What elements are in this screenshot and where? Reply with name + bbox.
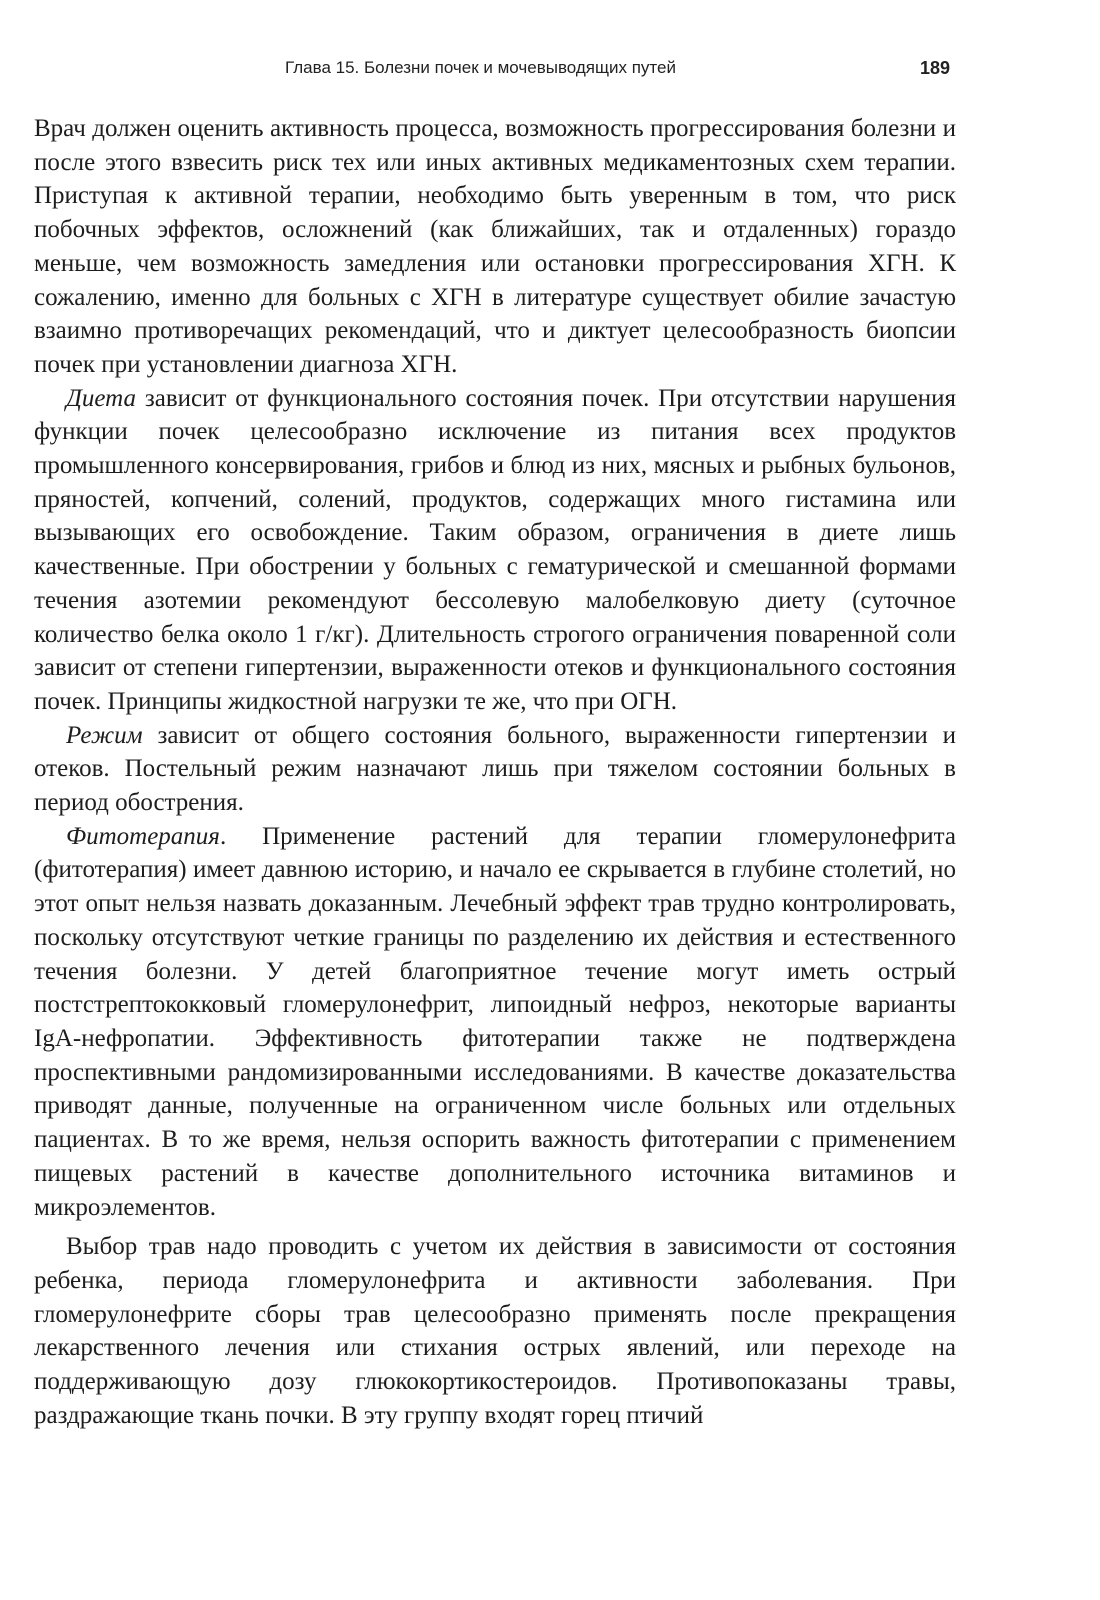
paragraph-lead-term: Диета (66, 384, 137, 412)
paragraph-herb-selection (34, 1230, 956, 1432)
paragraph-activity (34, 112, 956, 382)
paragraph-regime (34, 719, 956, 820)
paragraph-text: зависит от общего состояния больного, выраженности гипертензии и отеков. Постельный режим назначают лишь при тяжелом состоянии больных в период обострения. (34, 721, 956, 817)
paragraph-phytotherapy (34, 820, 956, 1224)
paragraph-text: зависит от функционального состояния почек. При отсутствии нарушения функции почек целесообразно исключение из питания всех продуктов промышленного консервирования, грибов и блюд из них, мясных и рыбных бульонов, пряностей, копчений, солений, продуктов, содержащих много гистамина или вызывающих его освобождение. Таким образом, ограничения в диете лишь качественные. При обострении у больных с гематурической и смешанной формами течения азотемии рекомендуют бессолевую малобелковую диету (суточное количество белка около 1 г/кг). Длительность строгого ограничения поваренной соли зависит от степени гипертензии, выраженности отеков и функционального состояния почек. Принципы жидкостной нагрузки те же, что при ОГН. (34, 384, 956, 715)
paragraph-text: . Применение растений для терапии гломерулонефрита (фитотерапия) имеет давнюю историю, и начало ее скрывается в глубине столетий, но этот опыт нельзя назвать доказанным. Лечебный эффект трав трудно контролировать, поскольку отсутствуют четкие границы по разделению их действия и естественного течения болезни. У детей благоприятное течение могут иметь острый постстрептококковый гломерулонефрит, липоидный нефроз, некоторые варианты IgA-нефропатии. Эффективность фитотерапии также не подтверждена проспективными рандомизированными исследованиями. В качестве доказательства приводят данные, полученные на ограниченном числе больных или отдельных пациентах. В то же время, нельзя оспорить важность фитотерапии с применением пищевых растений в качестве дополнительного источника витаминов и микроэлементов. (34, 822, 956, 1221)
paragraph-lead-term: Режим (66, 721, 143, 749)
page-number: 189 (919, 58, 950, 78)
paragraph-text: Выбор трав надо проводить с учетом их действия в зависимости от состояния ребенка, периода гломерулонефрита и активности заболевания. При гломерулонефрите сборы трав целесообразно применять после прекращения лекарственного лечения или стихания острых явлений, или переходе на поддерживающую дозу глюкокортикостероидов. Противопоказаны травы, раздражающие ткань почки. В эту группу входят горец птичий (34, 1233, 956, 1429)
body-text (34, 112, 956, 1432)
paragraph-text: Врач должен оценить активность процесса, возможность прогрессирования болезни и после этого взвесить риск тех или иных активных медикаментозных схем терапии. Приступая к активной терапии, необходимо быть уверенным в том, что риск побочных эффектов, осложнений (как ближайших, так и отдаленных) гораздо меньше, чем возможность замедления или остановки прогрессирования ХГН. К сожалению, именно для больных с ХГН в литературе существует обилие зачастую взаимно противоречащих рекомендаций, что и диктует целесообразность биопсии почек при установлении диагноза ХГН. (34, 115, 956, 378)
paragraph-diet (34, 382, 956, 719)
paragraph-lead-term: Фитотерапия (66, 822, 220, 850)
chapter-title: Глава 15. Болезни почек и мочевыводящих путей (285, 58, 676, 77)
